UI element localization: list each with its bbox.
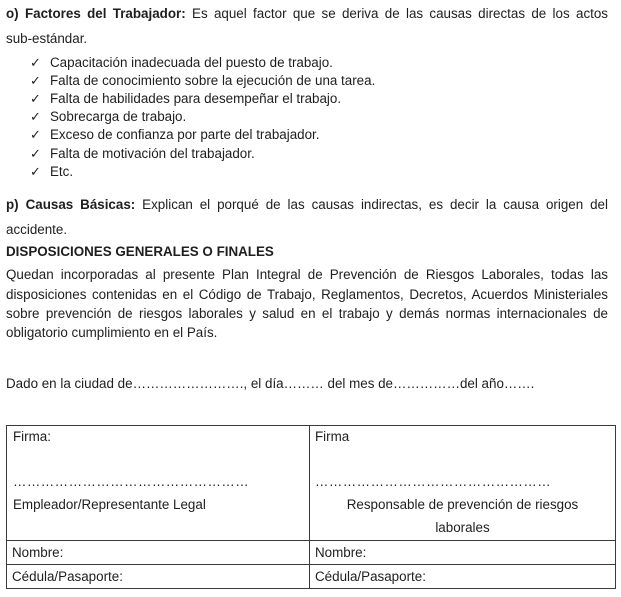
section-o-heading: o) Factores del Trabajador: xyxy=(6,6,186,21)
section-p-line-1 xyxy=(6,197,608,212)
list-item: Falta de conocimiento sobre la ejecución de una tarea. xyxy=(50,73,376,88)
signature-row xyxy=(7,426,616,541)
employer-signature-cell xyxy=(7,426,310,541)
employer-role: Empleador/Representante Legal xyxy=(13,497,206,512)
nombre-left-cell: Nombre: xyxy=(7,541,310,565)
check-icon: ✓ xyxy=(30,109,41,124)
list-item: Falta de motivación del trabajador. xyxy=(50,146,255,161)
list-item: Capacitación inadecuada del puesto de trabajo. xyxy=(50,55,333,70)
section-p-heading: p) Causas Básicas: xyxy=(6,197,136,212)
dispositions-line: disposiciones contenidas en el Código de Trabajo, Reglamentos, Decretos, Acuerdos Ministeriales xyxy=(6,287,608,302)
nombre-row xyxy=(7,541,616,565)
prevention-signature-cell xyxy=(310,426,616,541)
section-o-text: Es aquel factor que se deriva de las causas directas de los actos xyxy=(192,6,608,21)
check-icon: ✓ xyxy=(30,91,41,106)
dispositions-line: Quedan incorporadas al presente Plan Integral de Prevención de Riesgos Laborales, todas las xyxy=(6,267,608,282)
signature-table xyxy=(6,425,616,589)
prevention-role-line-1: Responsable de prevención de riesgos xyxy=(346,497,579,512)
firma-label: Firma xyxy=(315,429,350,444)
signature-line: …………………………………………… xyxy=(315,474,552,489)
dado-line: Dado en la ciudad de……………………., el día……… del mes de……………del año……. xyxy=(6,376,535,391)
check-icon: ✓ xyxy=(30,127,41,142)
list-item: Etc. xyxy=(50,164,74,179)
list-item: Sobrecarga de trabajo. xyxy=(50,109,187,124)
cedula-right-cell: Cédula/Pasaporte: xyxy=(310,565,616,589)
section-o-line-2: sub-estándar. xyxy=(6,31,88,46)
dispositions-line: obligatorio cumplimiento en el País. xyxy=(6,325,218,340)
dispositions-title: DISPOSICIONES GENERALES O FINALES xyxy=(6,244,274,259)
check-icon: ✓ xyxy=(30,164,41,179)
cedula-row xyxy=(7,565,616,589)
nombre-right-cell: Nombre: xyxy=(310,541,616,565)
list-item: Exceso de confianza por parte del trabajador. xyxy=(50,127,320,142)
check-icon: ✓ xyxy=(30,55,41,70)
signature-line: …………………………………………… xyxy=(13,474,250,489)
check-icon: ✓ xyxy=(30,146,41,161)
section-p-line-2: accidente. xyxy=(6,222,68,237)
cedula-left-cell: Cédula/Pasaporte: xyxy=(7,565,310,589)
section-o-line-1 xyxy=(6,6,608,21)
dispositions-line: sobre prevención de riesgos laborales y salud en el trabajo y demás normas internacionales de xyxy=(6,306,608,321)
prevention-role-line-2: laborales xyxy=(435,520,490,535)
section-p-text: Explican el porqué de las causas indirectas, es decir la causa origen del xyxy=(142,197,608,212)
list-item: Falta de habilidades para desempeñar el trabajo. xyxy=(50,91,342,106)
check-icon: ✓ xyxy=(30,73,41,88)
firma-label: Firma: xyxy=(13,429,51,444)
